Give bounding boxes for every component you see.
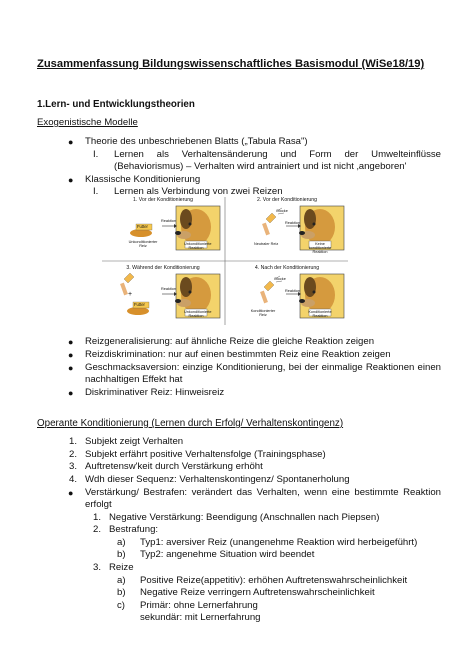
document-title: Zusammenfassung Bildungswissenschaftliches Basismodul (WiSe18/19): [37, 58, 425, 70]
bullet-icon: ●: [68, 175, 74, 185]
label-konditionierte-reaktion: Konditionierte Reaktion: [308, 310, 332, 319]
label-glocke: Glocke: [274, 277, 286, 281]
text-line: nachhaltigen Effekt hat: [85, 374, 183, 385]
list-letter: b): [117, 549, 126, 560]
bullet-icon: ●: [68, 363, 74, 373]
bullet-tabula-rasa: Theorie des unbeschriebenen Blatts („Tabula Rasa"): [85, 136, 308, 147]
label-futter: Futter: [134, 302, 145, 307]
list-item-negative-verstaerkung: Negative Verstärkung: Beendigung (Anschnallen nach Piepsen): [109, 512, 380, 523]
bullet-diskriminativer-reiz: Diskriminativer Reiz: Hinweisreiz: [85, 387, 225, 398]
list-item-sekundaer: sekundär: mit Lernerfahrung: [140, 612, 261, 623]
bullet-icon: ●: [68, 337, 74, 347]
label-glocke: Glocke: [276, 209, 288, 213]
bullet-verstaerkung-bestrafen: Verstärkung/ Bestrafen: verändert das Verhalten, wenn eine bestimmte Reaktion: [85, 487, 441, 498]
text-line: erfolgt: [85, 499, 112, 510]
list-item-positive-reize: Positive Reize(appetitiv): erhöhen Auftretenswahrscheinlichkeit: [140, 575, 408, 586]
list-item-negative-reize: Negative Reize verringern Auftretenswahrscheinlichkeit: [140, 587, 375, 598]
section-heading-lerntheorien: 1.Lern- und Entwicklungstheorien: [37, 99, 195, 110]
panel-title: 4. Nach der Konditionierung: [254, 265, 320, 271]
list-letter: a): [117, 575, 126, 586]
figure-panel-2: [228, 197, 346, 257]
roman-numeral: I.: [93, 186, 99, 197]
bullet-icon: ●: [68, 488, 74, 498]
list-item-primaer: Primär: ohne Lernerfahrung: [140, 600, 258, 611]
subheading-exogenistische-modelle: Exogenistische Modelle: [37, 117, 138, 128]
list-item-bestrafung: Bestrafung:: [109, 524, 159, 535]
list-item: Auftretensw'keit durch Verstärkung erhöht: [85, 461, 263, 472]
label-unkonditionierter-reiz: Unkonditionierter Reiz: [128, 240, 158, 249]
list-number: 2.: [93, 524, 102, 535]
bullet-reizgeneralisierung: Reizgeneralisierung: auf ähnliche Reize die gleiche Reaktion zeigen: [85, 336, 375, 347]
panel-title: 2. Vor der Konditionierung: [257, 197, 317, 203]
list-item: Wdh dieser Sequenz: Verhaltenskontingenz/ Spontanerholung: [85, 474, 350, 485]
conditioning-figure: [100, 195, 350, 327]
bullet-klassische-konditionierung: Klassische Konditionierung: [85, 174, 201, 185]
label-reaktion: Reaktion: [161, 287, 176, 291]
figure-panel-1: [104, 197, 222, 257]
list-letter: b): [117, 587, 126, 598]
label-reaktion: Reaktion: [285, 221, 300, 225]
list-number: 1.: [69, 436, 78, 447]
label-reaktion: Reaktion: [161, 219, 176, 223]
list-item: Subjekt zeigt Verhalten: [85, 436, 184, 447]
bullet-reizdiskrimination: Reizdiskrimination: nur auf einen bestimmten Reiz eine Reaktion zeigen: [85, 349, 391, 360]
figure-panel-3: [104, 265, 222, 325]
label-futter: Futter: [137, 224, 148, 229]
bullet-icon: ●: [68, 350, 74, 360]
section-heading-operante-konditionierung: Operante Konditionierung (Lernen durch Erfolg/ Verhaltenskontingenz): [37, 418, 344, 429]
label-unkonditionierte-reaktion: Unkonditionierte Reaktion: [184, 310, 212, 319]
panel-title: 3. Während der Konditionierung: [126, 265, 200, 271]
bullet-icon: ●: [68, 137, 74, 147]
list-number: 3.: [93, 562, 102, 573]
text-line: Lernen als Verbindung von zwei Reizen: [114, 186, 283, 197]
list-letter: a): [117, 537, 126, 548]
list-number: 4.: [69, 474, 78, 485]
label-reaktion: Reaktion: [285, 289, 300, 293]
figure-panel-4: [228, 265, 346, 325]
list-item: Subjekt erfährt positive Verhaltensfolge (Trainingsphase): [85, 449, 326, 460]
text-line: Lernen als Verhaltensänderung und Form der Umwelteinflüsse: [114, 149, 441, 160]
panel-title: 1. Vor der Konditionierung: [133, 197, 193, 203]
bullet-icon: ●: [68, 388, 74, 398]
list-item-typ2: Typ2: angenehme Situation wird beendet: [140, 549, 315, 560]
list-item-reize: Reize: [109, 562, 134, 573]
list-number: 3.: [69, 461, 78, 472]
text-line: (Behaviorismus) – Verhalten wird antrainiert und ist nicht ‚angeboren': [114, 161, 407, 172]
list-item-typ1: Typ1: aversiver Reiz (unangenehme Reaktion wird herbeigeführt): [140, 537, 418, 548]
list-number: 1.: [93, 512, 102, 523]
list-letter: c): [117, 600, 125, 611]
roman-numeral: I.: [93, 149, 99, 160]
label-konditionierter-reiz: Konditionierter Reiz: [250, 309, 276, 318]
bullet-geschmacksaversion: Geschmacksaversion: einzige Konditionierung, bei der einmalige Reaktionen einen: [85, 362, 441, 373]
label-unkonditionierte-reaktion: Unkonditionierte Reaktion: [184, 242, 212, 251]
plus-sign: +: [128, 291, 133, 298]
label-keine-reaktion: Keine konditionierte Reaktion: [308, 242, 332, 255]
list-number: 2.: [69, 449, 78, 460]
label-neutraler-reiz: Neutraler Reiz: [254, 242, 279, 246]
